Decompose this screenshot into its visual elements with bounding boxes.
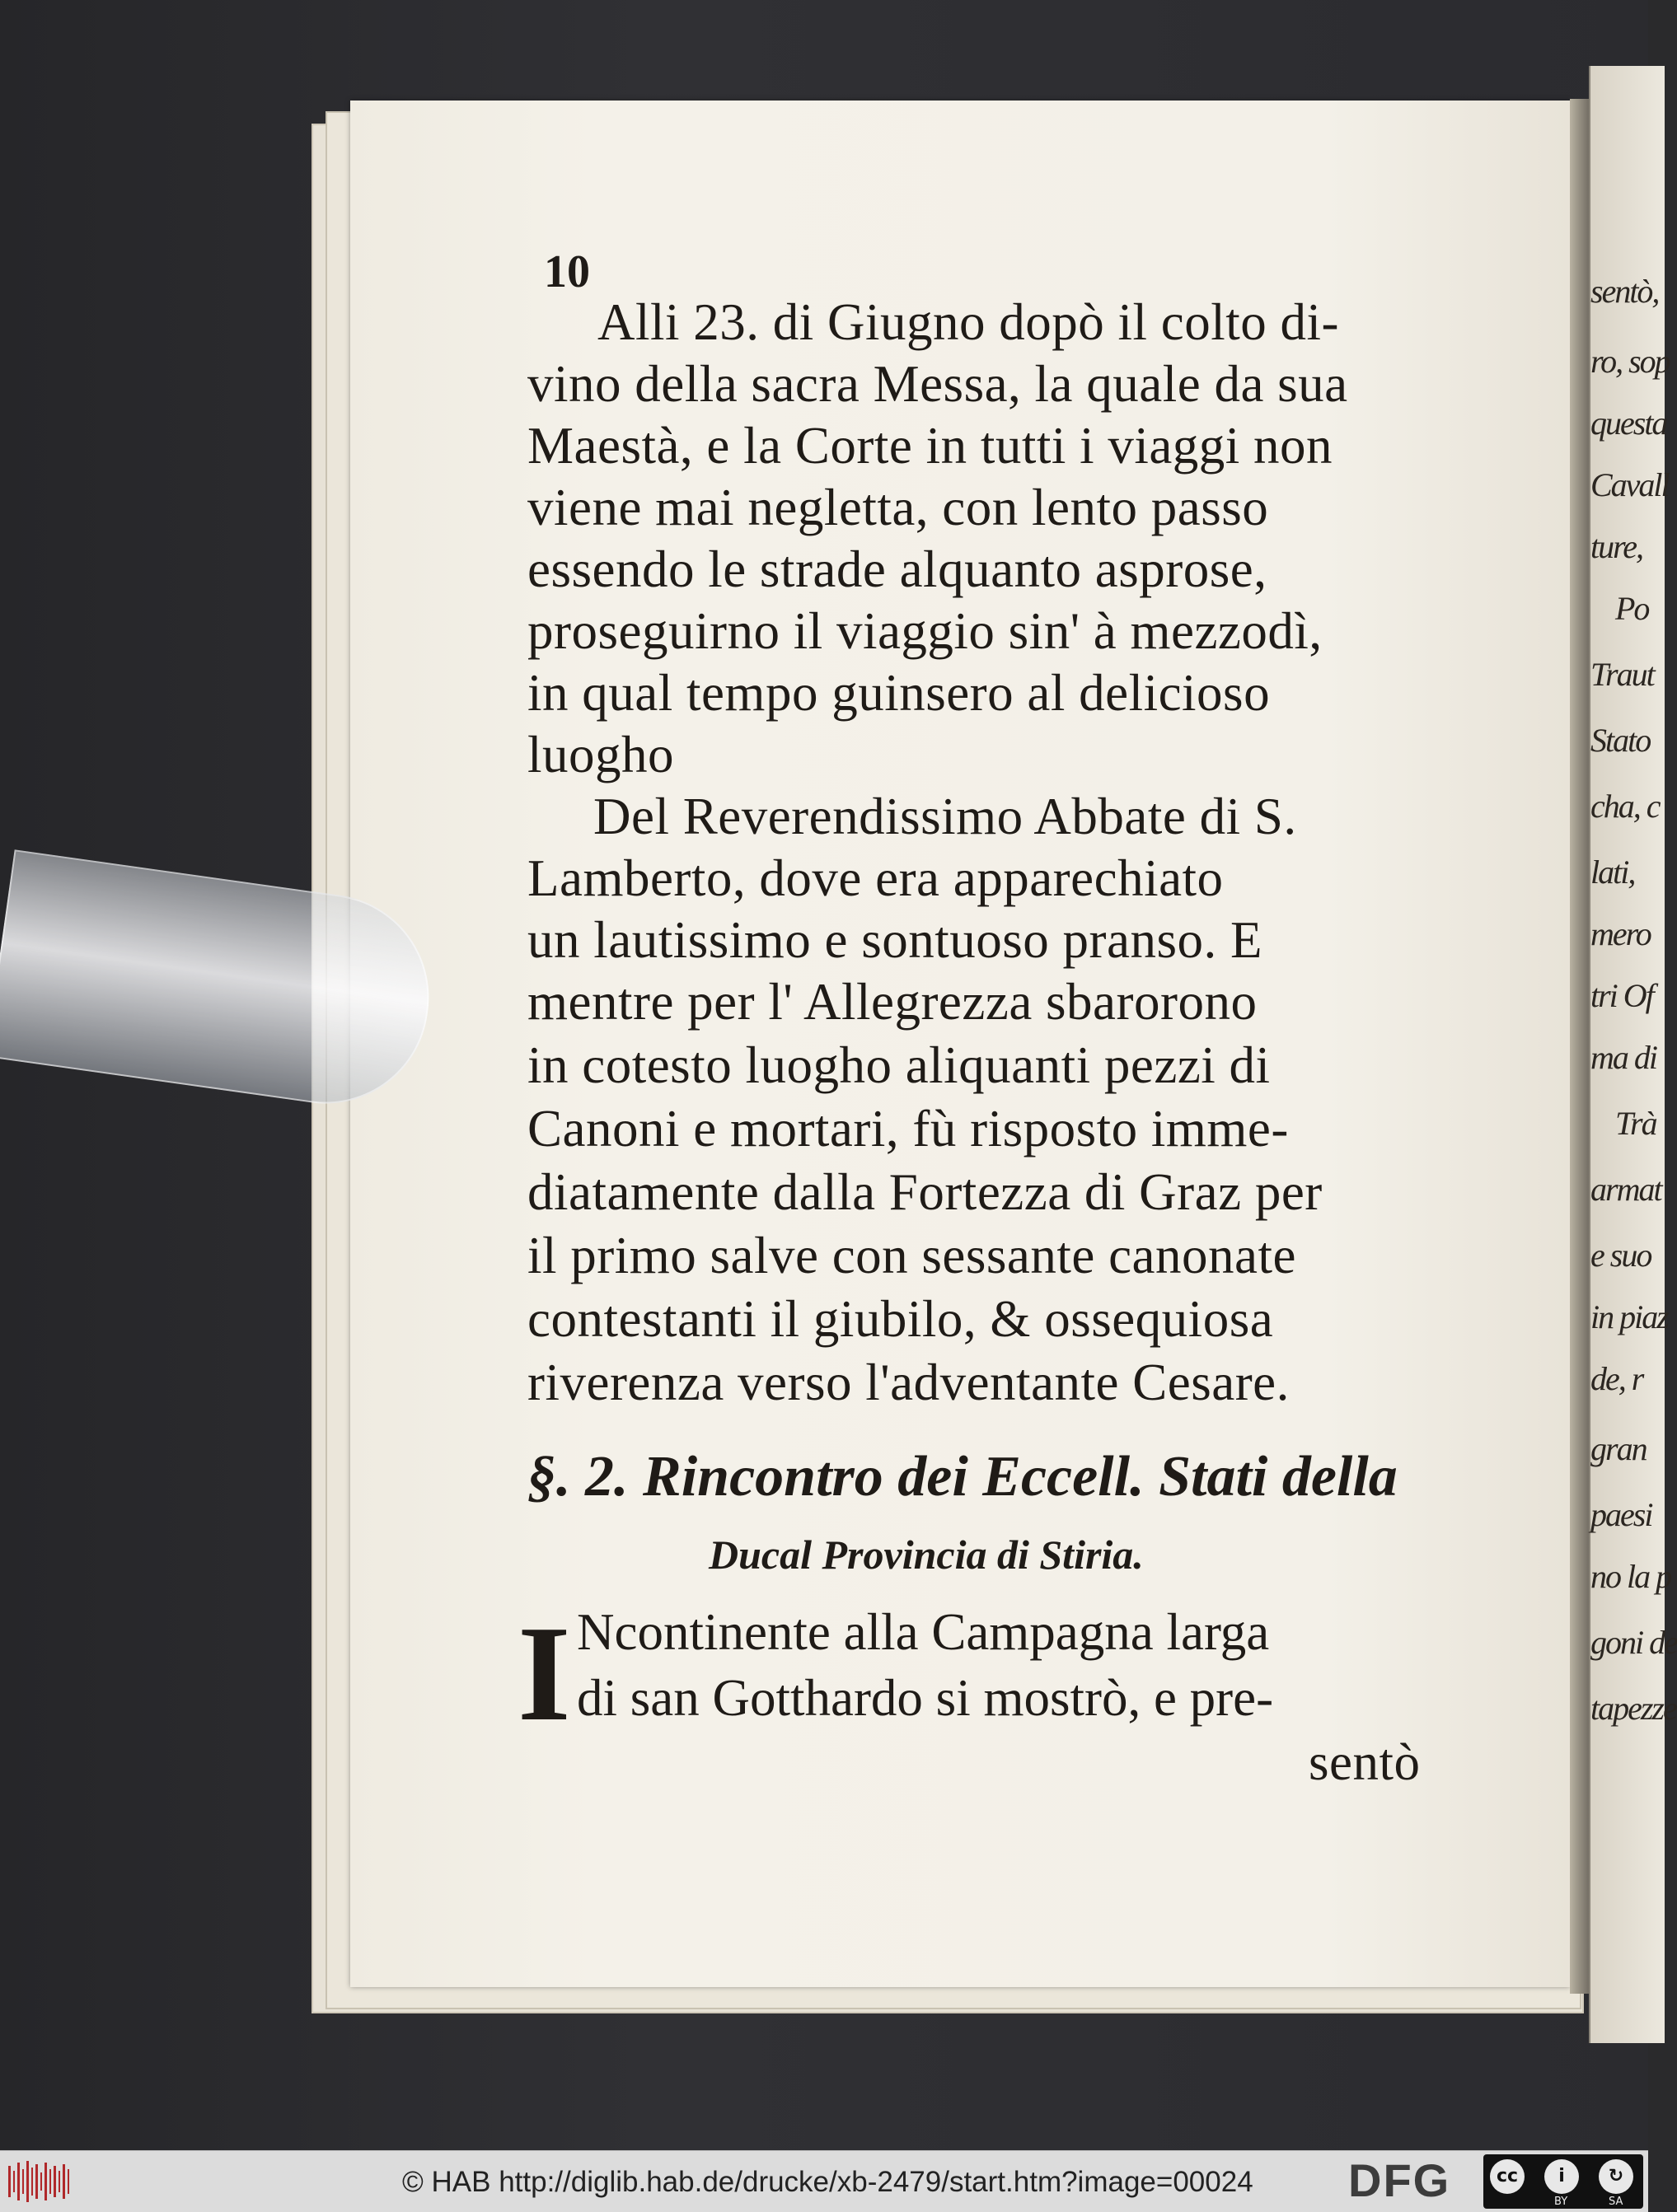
facing-page-fragment: Cavall <box>1590 466 1669 503</box>
text-line: un lautissimo e sontuoso pranso. E <box>527 911 1262 969</box>
facing-page-fragment: e suo <box>1590 1237 1651 1274</box>
text-line: contestanti il giubilo, & ossequiosa <box>527 1290 1274 1348</box>
facing-page-fragment: ture, <box>1590 528 1642 565</box>
share-alike-icon: ↻ <box>1599 2159 1633 2194</box>
text-line: luogho <box>527 726 675 783</box>
text-line: Alli 23. di Giugno dopò il colto di- <box>597 293 1339 351</box>
facing-page-fragment: tri Of <box>1590 977 1653 1014</box>
facing-page-fragment: cha, c <box>1590 788 1660 825</box>
facing-page-fragment: Po <box>1615 590 1649 627</box>
facing-page-fragment: in piaz <box>1590 1298 1668 1335</box>
barcode-icon <box>7 2159 71 2204</box>
text-line: Ncontinente alla Campagna larga <box>577 1603 1270 1661</box>
text-line: Lamberto, dove era apparechiato <box>527 849 1224 907</box>
facing-page-fragment: Traut <box>1590 656 1654 693</box>
text-line: in qual tempo guinsero al delicioso <box>527 664 1271 722</box>
facing-page-fragment: no la p <box>1590 1558 1671 1595</box>
license-badge[interactable] <box>1483 2154 1643 2209</box>
facing-page-fragment: ro, sop <box>1590 343 1670 380</box>
dfg-logo: DFG <box>1348 2154 1451 2206</box>
text-line: Canoni e mortari, fù risposto imme- <box>527 1100 1289 1157</box>
facing-page-fragment: gran <box>1590 1430 1647 1467</box>
text-line: il primo salve con sessante canonate <box>527 1227 1296 1284</box>
drop-cap: I <box>518 1597 571 1749</box>
facing-page-fragment: lati, <box>1590 853 1635 891</box>
license-label-by: BY <box>1554 2196 1568 2208</box>
text-line: mentre per l' Allegrezza sbarorono <box>527 973 1258 1031</box>
facing-page-fragment: Stato <box>1590 722 1651 759</box>
text-line: proseguirno il viaggio sin' à mezzodì, <box>527 602 1323 660</box>
facing-page-fragment: tapezze <box>1590 1690 1676 1727</box>
text-line: Maestà, e la Corte in tutti i viaggi non <box>527 417 1333 475</box>
facing-page-fragment: mero <box>1590 915 1651 952</box>
catchword: sentò <box>1309 1733 1421 1791</box>
text-line: in cotesto luogho aliquanti pezzi di <box>527 1036 1271 1094</box>
facing-page-fragment: de, r <box>1590 1360 1643 1397</box>
text-line: di san Gotthardo si mostrò, e pre- <box>577 1669 1274 1727</box>
facing-page-fragment: sentò, <box>1590 273 1659 310</box>
text-line: diatamente dalla Fortezza di Graz per <box>527 1163 1323 1221</box>
text-line: riverenza verso l'adventante Cesare. <box>527 1354 1290 1411</box>
section-heading: §. 2. Rincontro dei Eccell. Stati della <box>527 1445 1398 1508</box>
facing-page-fragment: ma di <box>1590 1039 1656 1076</box>
text-line: essendo le strade alquanto asprose, <box>527 540 1267 598</box>
section-subheading: Ducal Provincia di Stiria. <box>709 1532 1144 1578</box>
facing-page-fragment: armat <box>1590 1171 1661 1208</box>
text-line: vino della sacra Messa, la quale da sua <box>527 355 1348 413</box>
attribution-icon: i <box>1544 2159 1579 2194</box>
facing-page-fragment: goni de <box>1590 1624 1677 1661</box>
license-label-sa: SA <box>1609 2196 1623 2208</box>
facing-page-fragment: paesi <box>1590 1496 1652 1533</box>
text-line: viene mai negletta, con lento passo <box>527 479 1269 536</box>
footer-bar <box>0 2150 1648 2212</box>
copyright-link[interactable]: © HAB http://diglib.hab.de/drucke/xb-2479/start.htm?image=00024 <box>402 2166 1253 2198</box>
facing-page-fragment: questa <box>1590 405 1667 442</box>
page-number: 10 <box>544 246 590 297</box>
text-line: Del Reverendissimo Abbate di S. <box>593 788 1297 845</box>
cc-icon: cc <box>1490 2159 1525 2194</box>
facing-page-fragment: Trà <box>1615 1105 1656 1142</box>
